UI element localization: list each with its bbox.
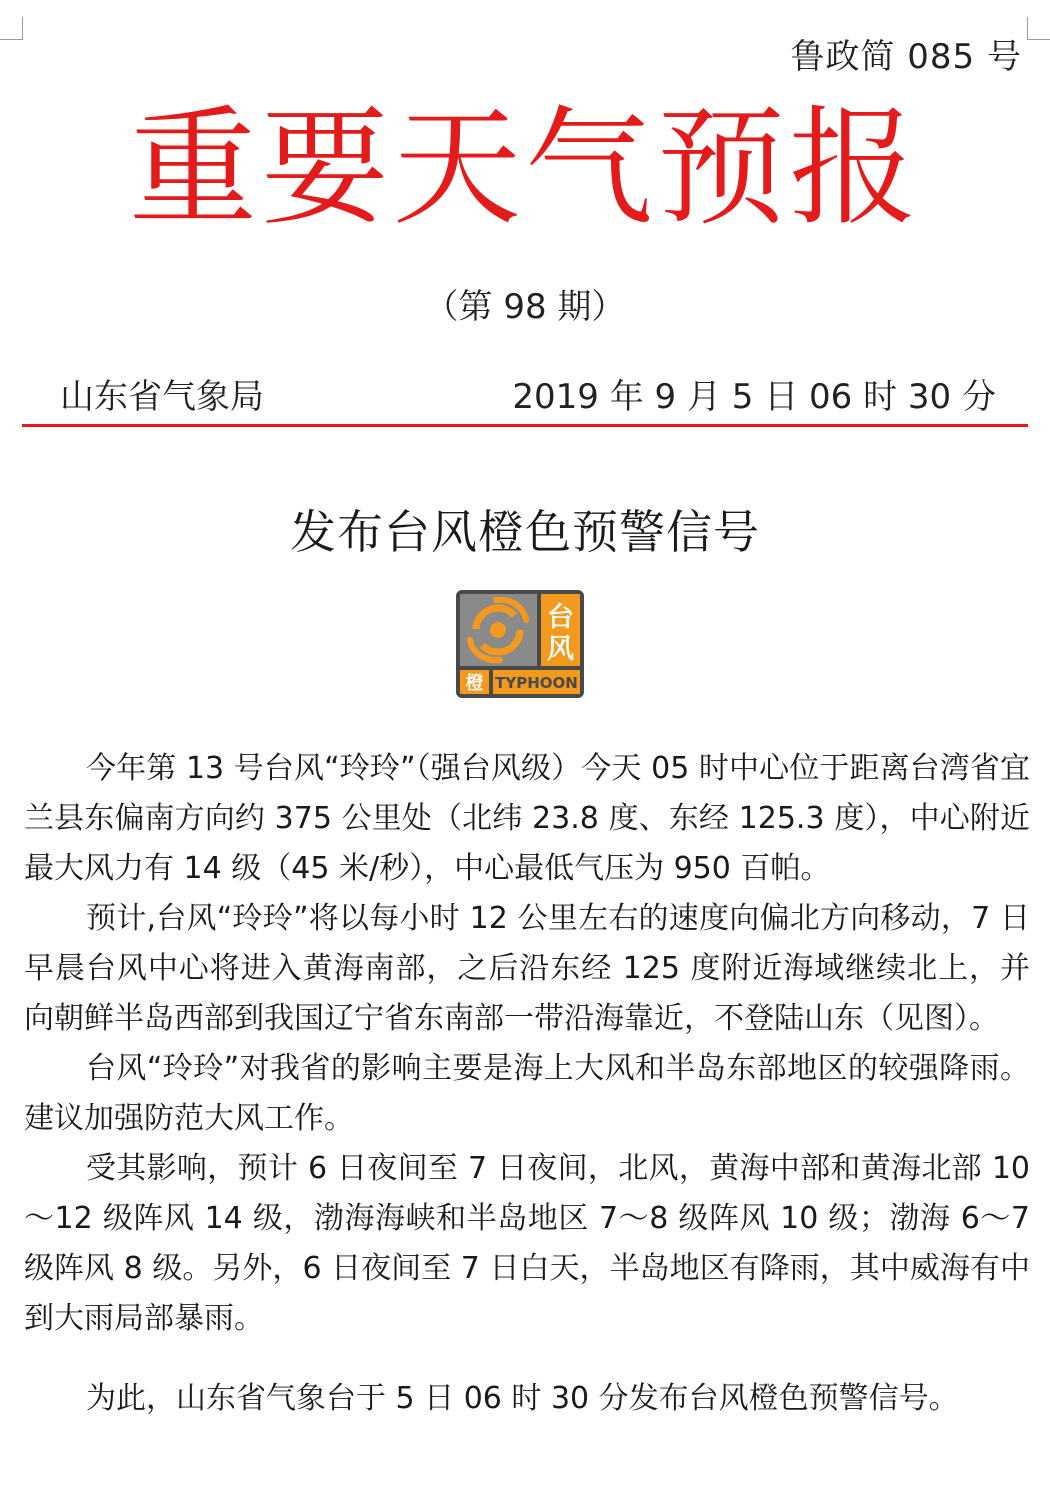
- issue-number: （第 98 期）: [424, 287, 626, 327]
- document-number: 鲁政简 085 号: [790, 37, 1022, 77]
- icon-level-char: 橙: [465, 673, 484, 694]
- bulletin-headline: 发布台风橙色预警信号: [290, 505, 760, 559]
- red-divider-line: [22, 424, 1028, 427]
- paragraph-wind-rain-detail: 受其影响，预计 6 日夜间至 7 日夜间，北风，黄海中部和黄海北部 10～12 级阵风 14 级，渤海海峡和半岛地区 7～8 级阵风 10 级；渤海 6～7 级阵风 8 级。另外，6 日夜间至 7 日白天，半岛地区有降雨，其中威海有中到大雨局部暴雨。: [24, 1151, 1030, 1336]
- page-corner-mark-right: [1027, 17, 1050, 40]
- icon-english-label: TYPHOON: [495, 674, 578, 692]
- paragraph-impact: 台风“玲玲”对我省的影响主要是海上大风和半岛东部地区的较强降雨。建议加强防范大风工作。: [24, 1051, 1030, 1136]
- page-corner-mark-left: [0, 17, 23, 40]
- paragraph-typhoon-position: 今年第 13 号台风“玲玲”（强台风级）今天 05 时中心位于距离台湾省宜兰县东偏南方向约 375 公里处（北纬 23.8 度、东经 125.3 度），中心附近最大风力有 14 级（45 米/秒），中心最低气压为 950 百帕。: [24, 751, 1030, 886]
- paragraph-typhoon-forecast: 预计,台风“玲玲”将以每小时 12 公里左右的速度向偏北方向移动，7 日早晨台风中心将进入黄海南部，之后沿东经 125 度附近海域继续北上，并向朝鲜半岛西部到我国辽宁省东南部一带沿海靠近，不登陆山东（见图）。: [24, 901, 1030, 1036]
- paragraph-warning-issued: 为此，山东省气象台于 5 日 06 时 30 分发布台风橙色预警信号。: [86, 1381, 959, 1416]
- issue-datetime: 2019 年 9 月 5 日 06 时 30 分: [512, 377, 996, 417]
- masthead-title: 重要天气预报: [128, 94, 921, 243]
- issuing-agency: 山东省气象局: [60, 377, 264, 417]
- bulletin-body: [24, 744, 1030, 1424]
- typhoon-orange-warning-icon: [455, 589, 585, 699]
- icon-label-feng: 风: [547, 634, 574, 665]
- icon-label-tai: 台: [547, 602, 574, 633]
